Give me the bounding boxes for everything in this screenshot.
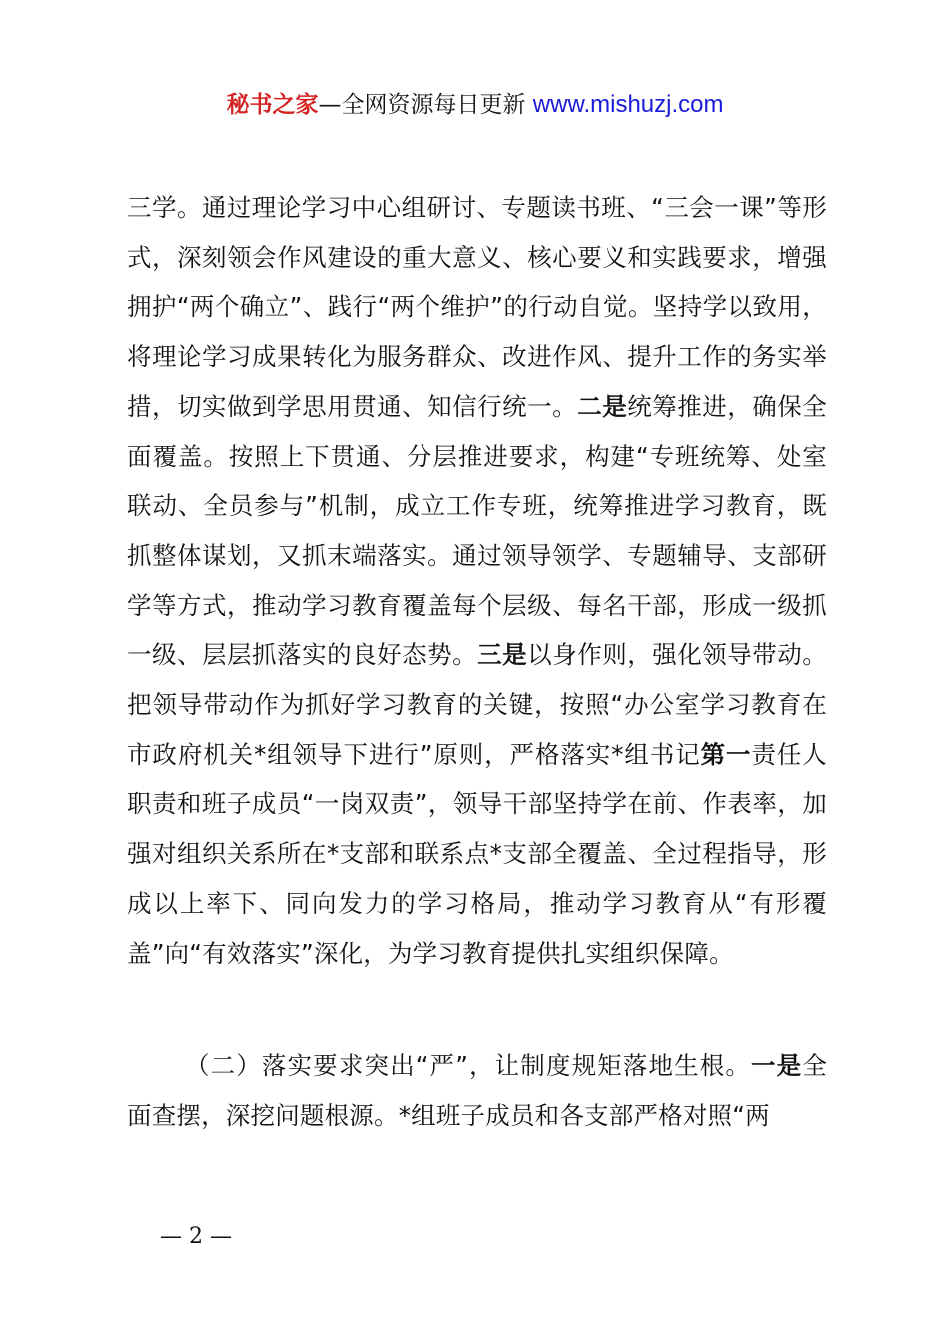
section-heading: （二）落实要求突出“严”，让制度规矩落地生根。 — [185, 1051, 752, 1080]
text-segment: 三学。通过理论学习中心组研讨、专题读书班、“三会一课”等形式，深刻领会作风建设的重大意义、核心要义和实践要求，增强拥护“两个确立”、践行“两个维护”的行动自觉。坚持学以致用，将理论学习成果转化为服务群众、改进作风、提升工作的务实举措，切实做到学思用贯通、知信行统一。 — [127, 193, 827, 421]
text-segment: 以身作则，强化领导带动。把领导带动作为抓好学习教育的关键，按照“办公室学习教育在市政府机关*组领导下进行”原则，严格落实*组书记 — [127, 640, 827, 769]
bold-lead: 一是 — [751, 1051, 803, 1080]
site-header — [0, 88, 950, 122]
bold-lead: 第一 — [700, 739, 752, 769]
text-segment: 全面查摆，深挖问题根源。*组班子成员和各支部严格对照“两 — [127, 1051, 828, 1130]
text-segment: 责任人职责和班子成员“一岗双责”，领导干部坚持学在前、作表率，加强对组织关系所在*支部和联系点*支部全覆盖、全过程指导，形成以上率下、同向发力的学习格局，推动学习教育从“有形覆盖”向“有效落实”深化，为学习教育提供扎实组织保障。 — [127, 739, 827, 968]
body-paragraph-1 — [127, 183, 827, 978]
body-paragraph-2 — [127, 1041, 827, 1140]
brand-name: 秘书之家 — [226, 92, 319, 118]
page-number: — 2 — — [160, 1224, 232, 1249]
header-tagline: —全网资源每日更新 — [318, 92, 526, 118]
bold-lead: 二是 — [577, 391, 628, 421]
text-segment: 统筹推进，确保全面覆盖。按照上下贯通、分层推进要求，构建“专班统筹、处室联动、全员参与”机制，成立工作专班，统筹推进学习教育，既抓整体谋划，又抓末端落实。通过领导领学、专题辅导、支部研学等方式，推动学习教育覆盖每个层级、每名干部，形成一级抓一级、层层抓落实的良好态势。 — [127, 391, 827, 670]
site-url-link[interactable]: www.mishuzj.com — [532, 91, 724, 118]
bold-lead: 三是 — [477, 640, 528, 670]
